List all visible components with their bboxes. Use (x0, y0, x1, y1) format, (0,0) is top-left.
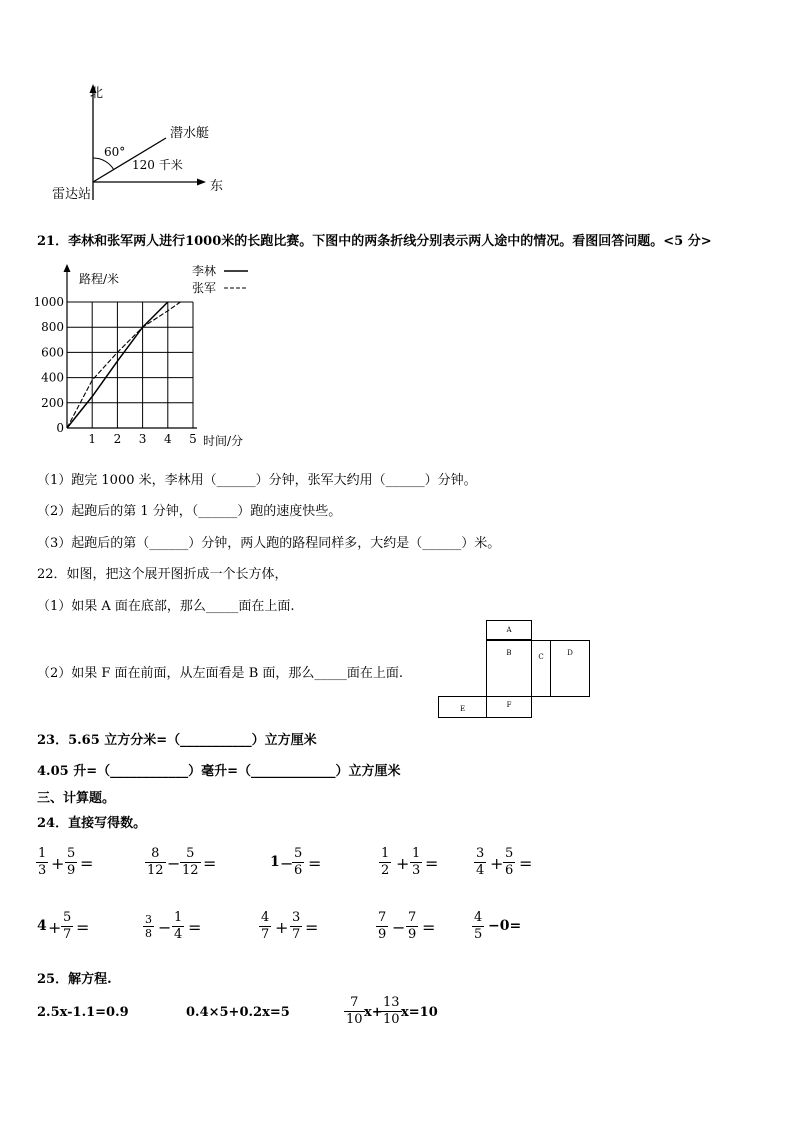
net-face-b: B (486, 640, 532, 697)
fraction: 4 7 (261, 910, 270, 942)
fraction: 1 2 (381, 846, 390, 878)
series-line-2 (67, 302, 180, 428)
equals: = (203, 854, 217, 873)
y-tick-label: 600 (41, 345, 64, 360)
net-face-f: F (486, 696, 532, 718)
x-tick-label: 4 (163, 432, 172, 446)
operator: − (158, 918, 172, 937)
equals: = (519, 854, 533, 873)
fraction: 1 3 (38, 846, 47, 878)
x-tick-label: 2 (113, 432, 122, 446)
fraction: 5 6 (505, 846, 514, 878)
cuboid-net (438, 620, 590, 718)
legend-label: 李林 (192, 264, 217, 278)
q22-sub1: （1）如果 A 面在底部，那么_____面在上面. (37, 599, 295, 614)
x-tick-label: 3 (138, 432, 147, 446)
fraction: 1 3 (412, 846, 421, 878)
fraction: 7 9 (408, 910, 417, 942)
operator: + (275, 918, 289, 937)
equals: = (188, 918, 202, 937)
net-face-c: C (531, 640, 551, 697)
fraction: 5 12 (182, 846, 199, 878)
q23-line2: 4.05 升=（____________）毫升=（_____________）立方厘米 (37, 764, 401, 779)
q25-title: 25．解方程. (37, 972, 112, 987)
target-label: 潜水艇 (170, 126, 210, 141)
operator: + (396, 854, 410, 873)
integer: 4 (37, 918, 47, 934)
line-chart (30, 258, 260, 453)
legend-label: 张军 (192, 281, 217, 295)
fraction: 3 8 (145, 913, 152, 940)
operator: + (48, 918, 62, 937)
equals: = (308, 854, 322, 873)
q21-sub1: （1）跑完 1000 米，李林用（______）分钟，张军大约用（______）分钟。 (37, 473, 477, 488)
fraction: 5 7 (63, 910, 72, 942)
y-tick-label: 800 (41, 320, 64, 335)
fraction: 3 4 (476, 846, 485, 878)
operator: + (490, 854, 504, 873)
q25-eq2: 0.4×5+0.2x=5 (186, 1005, 290, 1020)
y-axis-arrow (64, 264, 71, 272)
q21-sub2: （2）起跑后的第 1 分钟，（______）跑的速度快些。 (37, 504, 342, 519)
angle-label: 60° (104, 145, 126, 159)
q25-eq1: 2.5x-1.1=0.9 (37, 1005, 129, 1020)
equals: = (80, 854, 94, 873)
fraction: 5 9 (67, 846, 76, 878)
y-tick-label: 1000 (33, 295, 64, 309)
x-tick-label: 5 (189, 432, 197, 446)
fraction: 8 12 (147, 846, 164, 878)
net-face-e: E (438, 696, 487, 718)
q24-title: 24．直接写得数。 (37, 816, 147, 831)
x-axis-label: 时间/分 (203, 434, 244, 448)
y-axis-label: 路程/米 (79, 272, 120, 286)
fraction: 5 6 (294, 846, 303, 878)
x-tick-label: 1 (88, 432, 97, 446)
operator: + (51, 854, 65, 873)
equals: = (422, 918, 436, 937)
station-label: 雷达站 (52, 187, 92, 202)
integer: 1 (270, 854, 280, 870)
net-face-d: D (550, 640, 590, 697)
fraction: 4 5 (474, 910, 483, 942)
equals: = (305, 918, 319, 937)
fraction: 7 10 (346, 995, 363, 1027)
operator: − (392, 918, 406, 937)
y-tick-label: 0 (56, 421, 64, 435)
operator: − (280, 854, 294, 873)
section-3-heading: 三、计算题。 (37, 791, 116, 806)
operator: −0= (488, 918, 522, 934)
eq3-mid: x+ (364, 1005, 383, 1020)
q21-sub3: （3）起跑后的第（______）分钟，两人跑的路程同样多，大约是（______）米。 (37, 536, 501, 551)
fraction: 7 9 (378, 910, 387, 942)
eq3-tail: x=10 (401, 1005, 438, 1020)
net-face-a: A (486, 620, 532, 640)
north-label: 北 (90, 86, 104, 101)
operator: − (167, 854, 181, 873)
q21-title: 21．李林和张军两人进行1000米的长跑比赛。下图中的两条折线分别表示两人途中的情况。看图回答问题。<5 分> (37, 234, 712, 249)
fraction: 1 4 (174, 910, 183, 942)
equals: = (425, 854, 439, 873)
y-tick-label: 400 (41, 370, 64, 385)
q23-line1: 23．5.65 立方分米=（___________）立方厘米 (37, 733, 317, 748)
equals: = (76, 918, 90, 937)
y-tick-label: 200 (41, 395, 64, 410)
fraction: 13 10 (383, 995, 400, 1027)
east-label: 东 (210, 179, 224, 194)
distance-label: 120 千米 (132, 158, 183, 172)
fraction: 3 7 (292, 910, 301, 942)
q22-sub2: （2）如果 F 面在前面，从左面看是 B 面，那么_____面在上面. (37, 666, 404, 681)
q22-title: 22．如图，把这个展开图折成一个长方体， (37, 567, 288, 582)
